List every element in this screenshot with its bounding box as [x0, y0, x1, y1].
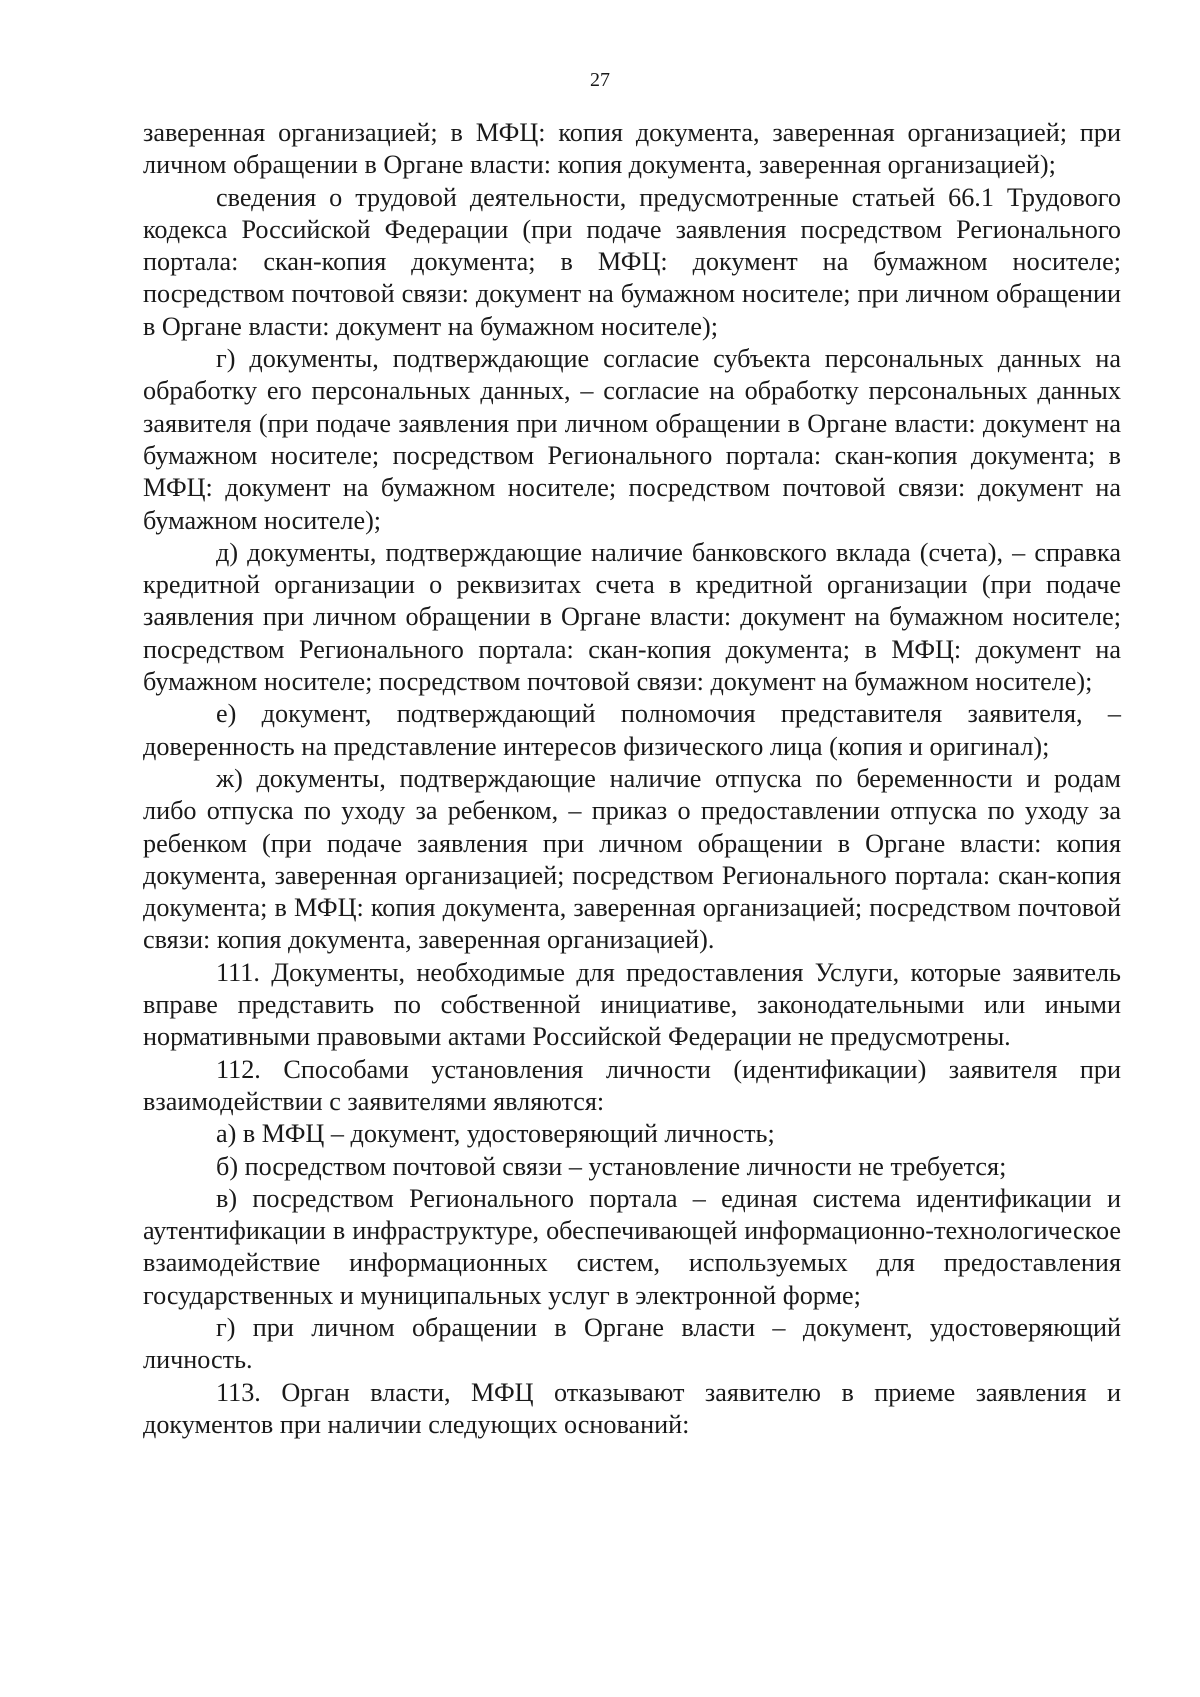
document-body	[143, 117, 1121, 1441]
paragraph-112: 112. Способами установления личности (идентификации) заявителя при взаимодействии с заявителями являются:	[143, 1054, 1121, 1116]
paragraph-work-history: сведения о трудовой деятельности, предусмотренные статьей 66.1 Трудового кодекса Российской Федерации (при подаче заявления посредством Регионального портала: скан-копия документа; в МФЦ: документ на бумажном носителе; посредством почтовой связи: документ на бумажном носителе; при личном обращении в Органе власти: документ на бумажном носителе);	[143, 182, 1121, 341]
paragraph-continuation: заверенная организацией; в МФЦ: копия документа, заверенная организацией; при личном обращении в Органе власти: копия документа, заверенная организацией);	[143, 118, 1121, 180]
paragraph-item-zh-leave: ж) документы, подтверждающие наличие отпуска по беременности и родам либо отпуска по уходу за ребенком, – приказ о предоставлении отпуска по уходу за ребенком (при подаче заявления при личном обращении в Органе власти: копия документа, заверенная организацией; посредством Регионального портала: скан-копия документа; в МФЦ: копия документа, заверенная организацией; посредством почтовой связи: копия документа, заверенная организацией).	[143, 763, 1121, 955]
paragraph-item-e-proxy: е) документ, подтверждающий полномочия представителя заявителя, – доверенность на представление интересов физического лица (копия и оригинал);	[143, 699, 1121, 761]
paragraph-112-b: б) посредством почтовой связи – установление личности не требуется;	[216, 1151, 1007, 1181]
paragraph-111: 111. Документы, необходимые для предоставления Услуги, которые заявитель вправе представить по собственной инициативе, законодательными или иными нормативными правовыми актами Российской Федерации не предусмотрены.	[143, 957, 1121, 1052]
paragraph-112-v: в) посредством Регионального портала – единая система идентификации и аутентификации в инфраструктуре, обеспечивающей информационно-технологическое взаимодействие информационных систем, используемых для предоставления государственных и муниципальных услуг в электронной форме;	[143, 1183, 1121, 1310]
paragraph-item-g-consent: г) документы, подтверждающие согласие субъекта персональных данных на обработку его персональных данных, – согласие на обработку персональных данных заявителя (при подаче заявления при личном обращении в Органе власти: документ на бумажном носителе; посредством Регионального портала: скан-копия документа; в МФЦ: документ на бумажном носителе; посредством почтовой связи: документ на бумажном носителе);	[143, 344, 1121, 535]
paragraph-112-a: а) в МФЦ – документ, удостоверяющий личность;	[216, 1119, 775, 1149]
paragraph-112-g: г) при личном обращении в Органе власти – документ, удостоверяющий личность.	[143, 1312, 1121, 1375]
page-number: 27	[590, 69, 610, 91]
paragraph-item-d-bank: д) документы, подтверждающие наличие банковского вклада (счета), – справка кредитной организации о реквизитах счета в кредитной организации (при подаче заявления при личном обращении в Органе власти: документ на бумажном носителе; посредством Регионального портала: скан-копия документа; в МФЦ: документ на бумажном носителе; посредством почтовой связи: документ на бумажном носителе);	[143, 537, 1121, 697]
paragraph-113: 113. Орган власти, МФЦ отказывают заявителю в приеме заявления и документов при наличии следующих оснований:	[143, 1377, 1121, 1439]
